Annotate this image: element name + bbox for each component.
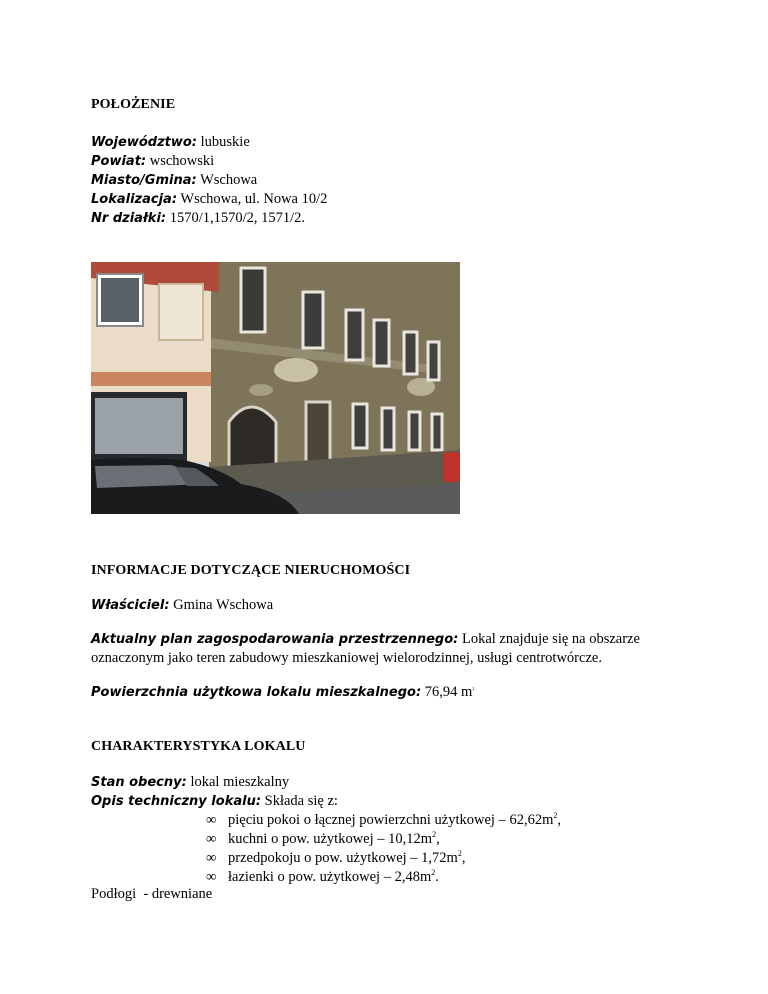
field-floors: Podłogi - drewniane [91, 886, 213, 902]
field-label: Miasto/Gmina: [91, 173, 197, 188]
list-item: ∞ przedpokoju o pow. użytkowej – $1,72m^2$, [206, 849, 466, 866]
list-item: ∞ kuchni o pow. użytkowej – $10,12m^2$, [206, 830, 440, 847]
field-label: Opis techniczny lokalu: [91, 794, 262, 809]
field-value: 76,94 m [421, 684, 473, 700]
field-zoning-plan-continuation: oznaczonym jako teren zabudowy mieszkaniowej wielorodzinnej, usługi centrotwórcze. [91, 650, 602, 666]
field-value: lokal mieszkalny [186, 774, 290, 790]
room-list [206, 811, 561, 887]
field-label: Nr działki: [91, 211, 167, 226]
field-value: Gmina Wschowa [169, 597, 274, 613]
field-label: Lokalizacja: [91, 192, 178, 207]
list-item: ∞ łazienki o pow. użytkowej – $2,48m^2$. [206, 868, 439, 885]
field-label: Powierzchnia użytkowa lokalu mieszkalnego: [91, 685, 422, 700]
field-city [91, 171, 257, 190]
field-owner [91, 596, 273, 615]
section-heading-unit: CHARAKTERYSTYKA LOKALU [91, 739, 306, 754]
field-label: Właściciel: [91, 598, 170, 613]
field-value: Składa się z: [261, 793, 338, 809]
field-county [91, 152, 214, 171]
infinity-bullet-icon: ∞ [206, 869, 217, 885]
field-value: wschowski [146, 153, 215, 169]
field-value: lubuskie [197, 134, 250, 150]
area-superscript: 2 [472, 686, 475, 692]
field-label: Województwo: [91, 135, 197, 150]
field-value: 1570/1,1570/2, 1571/2. [166, 210, 306, 226]
field-current-state [91, 773, 289, 792]
field-plot-number [91, 209, 305, 228]
section-heading-property: INFORMACJE DOTYCZĄCE NIERUCHOMOŚCI [91, 563, 411, 578]
field-label: Aktualny plan zagospodarowania przestrzennego: [91, 632, 459, 647]
field-voivodeship [91, 133, 250, 152]
field-value: Wschowa, ul. Nowa 10/2 [177, 191, 328, 207]
field-zoning-plan [91, 630, 640, 649]
field-label: Powiat: [91, 154, 147, 169]
list-item: ∞ pięciu pokoi o łącznej powierzchni użytkowej – $62,62m^2$, [206, 811, 561, 828]
field-location [91, 190, 327, 209]
field-value: Wschowa [196, 172, 258, 188]
building-photo [91, 262, 460, 514]
field-usable-area [91, 683, 474, 702]
infinity-bullet-icon: ∞ [206, 812, 217, 828]
field-technical-description [91, 792, 338, 811]
section-heading-location: POŁOŻENIE [91, 97, 176, 112]
infinity-bullet-icon: ∞ [206, 831, 217, 847]
infinity-bullet-icon: ∞ [206, 850, 217, 866]
field-label: Stan obecny: [91, 775, 187, 790]
field-value: Lokal znajduje się na obszarze [458, 631, 640, 647]
